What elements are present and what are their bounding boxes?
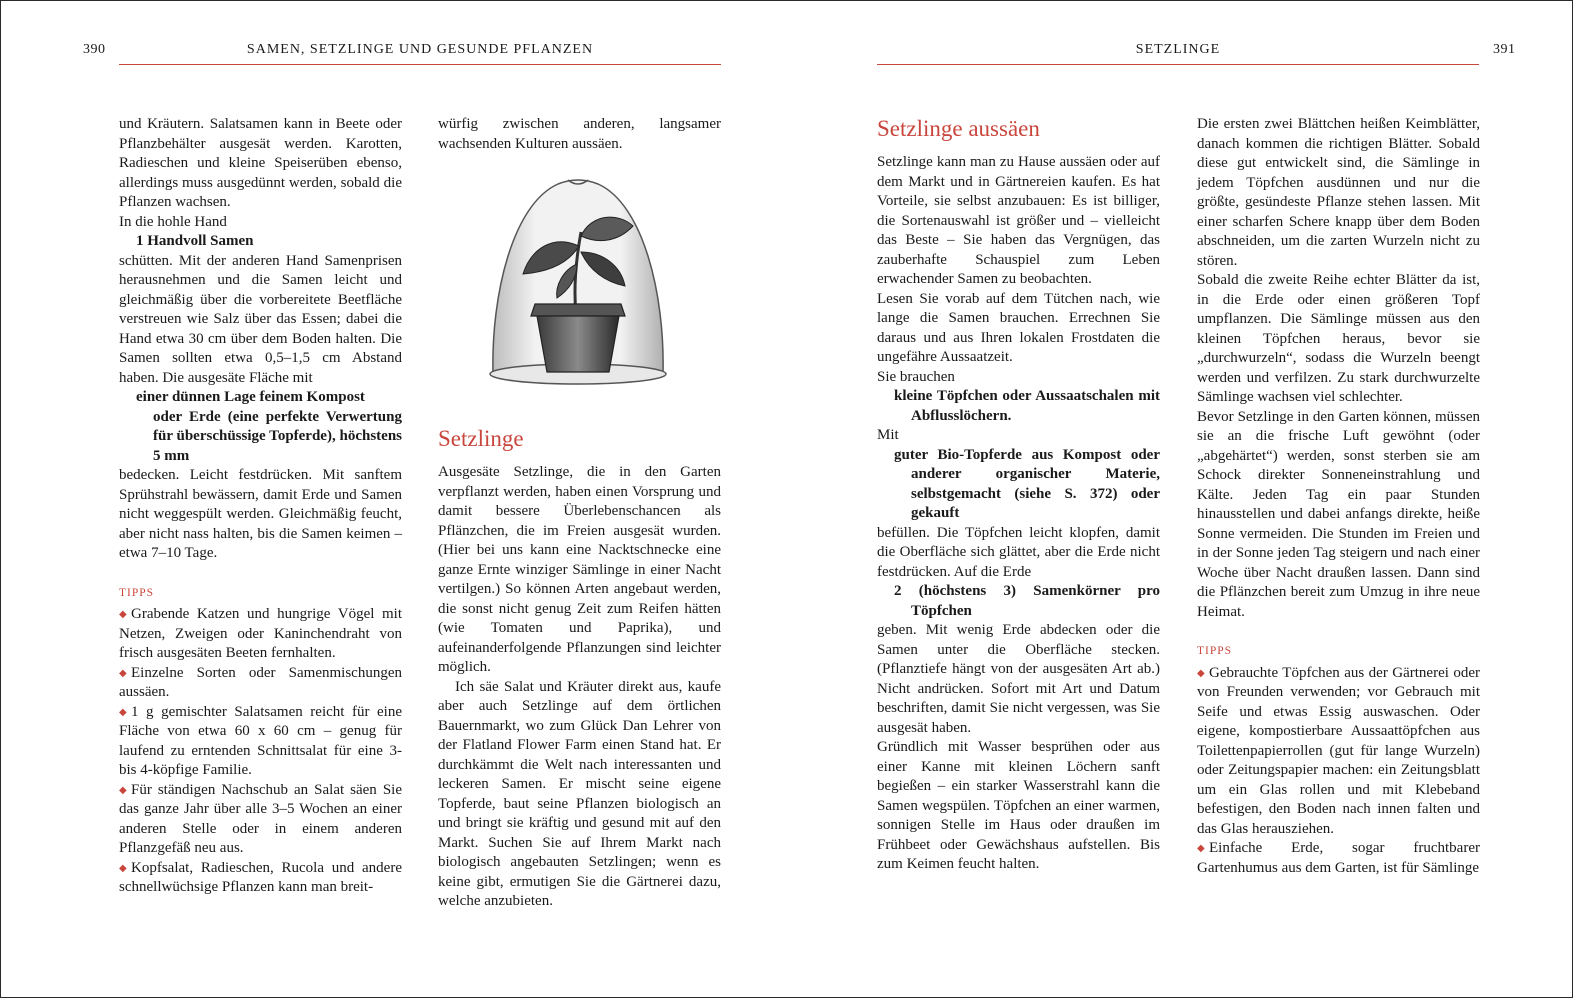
tip-text: 1 g gemischter Salatsamen reicht für eine Fläche von etwa 60 x 60 cm – genug für laufend zu erntenden Schnittsalat für eine 3- bis 4-köpfige Familie. <box>119 703 402 778</box>
ingredient-line: 2 (höchstens 3) Samenkörner pro Töpfchen <box>894 583 1160 619</box>
diamond-bullet-icon: ◆ <box>119 706 127 718</box>
paragraph: Bevor Setzlinge in den Garten können, müssen sie an die frische Luft gewöhnt (oder „abgehärtet“) werden, sonst sterben sie am Schock direkter Sonneneinstrahlung und Kälte. Jeden Tag ein paar Stunden hinausstellen und dabei anfangs direkte, heiße Sonne vermeiden. Die Stunden im Freien und in der Sonne jeden Tag steigern und nach einer Woche über Nacht draußen lassen. Dann sind die Pflänzchen bereit zum Umzug in ihre neue Heimat. <box>1197 408 1480 620</box>
paragraph: befüllen. Die Töpfchen leicht klopfen, damit die Oberfläche sich glättet, aber die Erde nicht festdrücken. Auf die Erde <box>877 524 1160 580</box>
paragraph: Mit <box>877 427 899 443</box>
paragraph: Die ersten zwei Blättchen heißen Keimblätter, danach kommen die richtigen Blätter. Sobald diese gut entwickelt sind, die Sämlinge in jedem Töpfchen ausdünnen und nur die größte, gesündeste Pflanze stehen lassen. Mit einer scharfen Schere knapp über dem Boden abschneiden, um die zarten Wurzeln nicht zu stören. <box>1197 116 1480 269</box>
tip-text: Gebrauchte Töpfchen aus der Gärtnerei oder von Freunden verwenden; vor Gebrauch mit Seife und etwas Essig auswaschen. Oder eigene, kompostierbare Aussaattöpfchen aus Toilettenpapierrollen (gut für lange Wurzeln) oder Zeitungspapier machen: ein Zeitungsblatt um ein Glas rollen und mit Klebeband befestigen, den Boden nach innen falten und das Glas herausziehen. <box>1197 664 1480 837</box>
page-number-right: 391 <box>1493 42 1516 57</box>
tip-text: Für ständigen Nachschub an Salat säen Sie das ganze Jahr über alle 3–5 Wochen an einer anderen Stelle oder in einem anderen Pflanzgefäß neu aus. <box>119 781 402 856</box>
column-1 <box>119 115 402 898</box>
paragraph: Sobald die zweite Reihe echter Blätter da ist, in die Erde oder einen größeren Topf umpflanzen. Die Sämlinge müssen aus den kleinen Töpfchen heraus, bevor sie „durchwurzeln“, sodass die Wurzeln beengt werden und verfilzen. Zu stark durchwurzelte Sämlinge wachsen viel schlechter. <box>1197 272 1480 405</box>
tip-item <box>1197 664 1480 840</box>
column-3 <box>877 115 1160 875</box>
seedling-bell-jar-illustration <box>473 174 683 399</box>
diamond-bullet-icon: ◆ <box>119 609 127 620</box>
ingredient-line: einer dünnen Lage feinem Kompost <box>136 389 365 405</box>
diamond-bullet-icon: ◆ <box>119 862 127 874</box>
paragraph: Ausgesäte Setzlinge, die in den Garten verpflanzt werden, haben einen Vorsprung und damit bessere Überlebenschancen als Pflänzchen, die im Freien ausgesät wurden. (Hier bei uns kann eine Nacktschnecke eine ganze Ernte winziger Sämlinge in einer Nacht vertilgen.) So können Arten angebaut werden, die sonst nicht genug Zeit zum Reifen hätten (wie Tomaten und Paprika), und aufeinanderfolgende Pflanzungen sind leichter möglich. <box>438 464 721 675</box>
tips-heading: TIPPS <box>1197 645 1233 657</box>
diamond-bullet-icon: ◆ <box>1197 667 1205 679</box>
tip-item <box>119 703 402 781</box>
section-title: Setzlinge aussäen <box>877 116 1040 141</box>
paragraph: Sie brauchen <box>877 368 955 385</box>
column-2 <box>438 115 721 912</box>
section-title: Setzlinge <box>438 426 524 451</box>
paragraph: Setzlinge kann man zu Hause aussäen oder auf dem Markt und in Gärtnereien kaufen. Es hat Vorteile, sie selbst anzubauen: Es ist billiger, die Sortenauswahl ist größer und – vielleicht das Beste – Sie haben das Vergnügen, das zauberhafte Schauspiel zum Leben erwachender Samen zu beobachten. <box>877 154 1160 287</box>
paragraph: geben. Mit wenig Erde abdecken oder die Samen unter die Oberfläche stecken. (Pflanztiefe hängt von der ausgesäten Art ab.) Nicht andrücken. Sofort mit Art und Datum beschriften, damit Sie nicht vergessen, was Sie ausgesät haben. <box>877 622 1160 736</box>
running-head-right: SETZLINGE <box>1135 42 1221 57</box>
ingredient-line: kleine Töpfchen oder Aussaatschalen mit Abflusslöchern. <box>894 388 1160 424</box>
paragraph: Ich säe Salat und Kräuter direkt aus, kaufe aber auch Setzlinge auf dem örtlichen Bauernmarkt, wo zum Glück Dan Lehrer von der Flatland Flower Farm einen Stand hat. Er durchkämmt die Welt nach interessanten und leckeren Samen. Er mischt seine eigene Topferde, baut seine Pflanzen biologisch an und bringt sie kräftig und gesund mit auf den Markt. Suchen Sie auf Ihrem Markt nach biologisch angebauten Setzlingen; wenn es keine gibt, ermutigen Sie die Gärtnerei dazu, welche anzubieten. <box>438 678 721 909</box>
tip-item <box>1197 839 1480 878</box>
tip-item <box>119 664 402 703</box>
tip-text: Grabende Katzen und hungrige Vögel mit Netzen, Zweigen oder Kaninchendraht von frisch ausgesäten Beeten fernhalten. <box>119 606 402 661</box>
paragraph: In die hohle Hand <box>119 213 227 230</box>
tip-item <box>119 859 402 898</box>
tip-item <box>119 605 402 664</box>
header-rule-right <box>877 64 1479 65</box>
tip-text: Kopfsalat, Radieschen, Rucola und andere schnellwüchsige Pflanzen kann man breit- <box>119 859 402 895</box>
paragraph: Lesen Sie vorab auf dem Tütchen nach, wie lange die Samen brauchen. Errechnen Sie daraus und aus Ihren lokalen Frostdaten die ungefähre Aussaatzeit. <box>877 290 1160 365</box>
running-head-left: SAMEN, SETZLINGE UND GESUNDE PFLANZEN <box>246 42 594 57</box>
header-rule-left <box>119 64 721 65</box>
paragraph: und Kräutern. Salatsamen kann in Beete oder Pflanzbehälter ausgesät werden. Karotten, Radieschen und kleine Speiserüben ebenso, allerdings muss ausgedünnt werden, sobald die Pflanzen wachsen. <box>119 116 402 210</box>
tip-item <box>119 781 402 859</box>
ingredient-line: guter Bio-Topferde aus Kompost oder anderer organischer Materie, selbstgemacht (siehe S. 372) oder gekauft <box>894 446 1160 521</box>
diamond-bullet-icon: ◆ <box>1197 843 1205 854</box>
tip-text: Einzelne Sorten oder Samenmischungen aussäen. <box>119 664 402 700</box>
paragraph: würfig zwischen anderen, langsamer wachsenden Kulturen aussäen. <box>438 116 721 152</box>
page-number-left: 390 <box>83 42 106 57</box>
tip-text: Einfache Erde, sogar fruchtbarer Gartenhumus aus dem Garten, ist für Sämlinge <box>1197 840 1480 876</box>
tips-heading: TIPPS <box>119 586 155 599</box>
ingredient-line: 1 Handvoll Samen <box>136 233 254 249</box>
paragraph: Gründlich mit Wasser besprühen oder aus einer Kanne mit kleinen Löchern sanft begießen – ein starker Wasserstrahl kann die Samen wegspülen. Töpfchen an einer warmen, sonnigen Stelle im Haus oder draußen im Frühbeet oder Gewächshaus aufstellen. Bis zum Keimen feucht halten. <box>877 739 1160 872</box>
column-4 <box>1197 115 1480 878</box>
paragraph: schütten. Mit der anderen Hand Samenprisen herausnehmen und die Samen leicht und gleichmäßig über die vorbereitete Beetfläche verstreuen wie Salz über das Essen; dabei die Hand etwa 30 cm über dem Boden halten. Die Samen sollten etwa 0,5–1,5 cm Abstand haben. Die ausgesäte Fläche mit <box>119 252 402 386</box>
ingredient-line: oder Erde (eine perfekte Verwertung für überschüssige Topferde), höchstens 5 mm <box>153 408 402 464</box>
paragraph: bedecken. Leicht festdrücken. Mit sanftem Sprühstrahl bewässern, damit Erde und Samen nicht weggespült werden. Gleichmäßig feucht, aber nicht nass halten, bis die Samen keimen – etwa 7–10 Tage. <box>119 467 402 561</box>
diamond-bullet-icon: ◆ <box>119 667 127 679</box>
diamond-bullet-icon: ◆ <box>119 784 127 796</box>
